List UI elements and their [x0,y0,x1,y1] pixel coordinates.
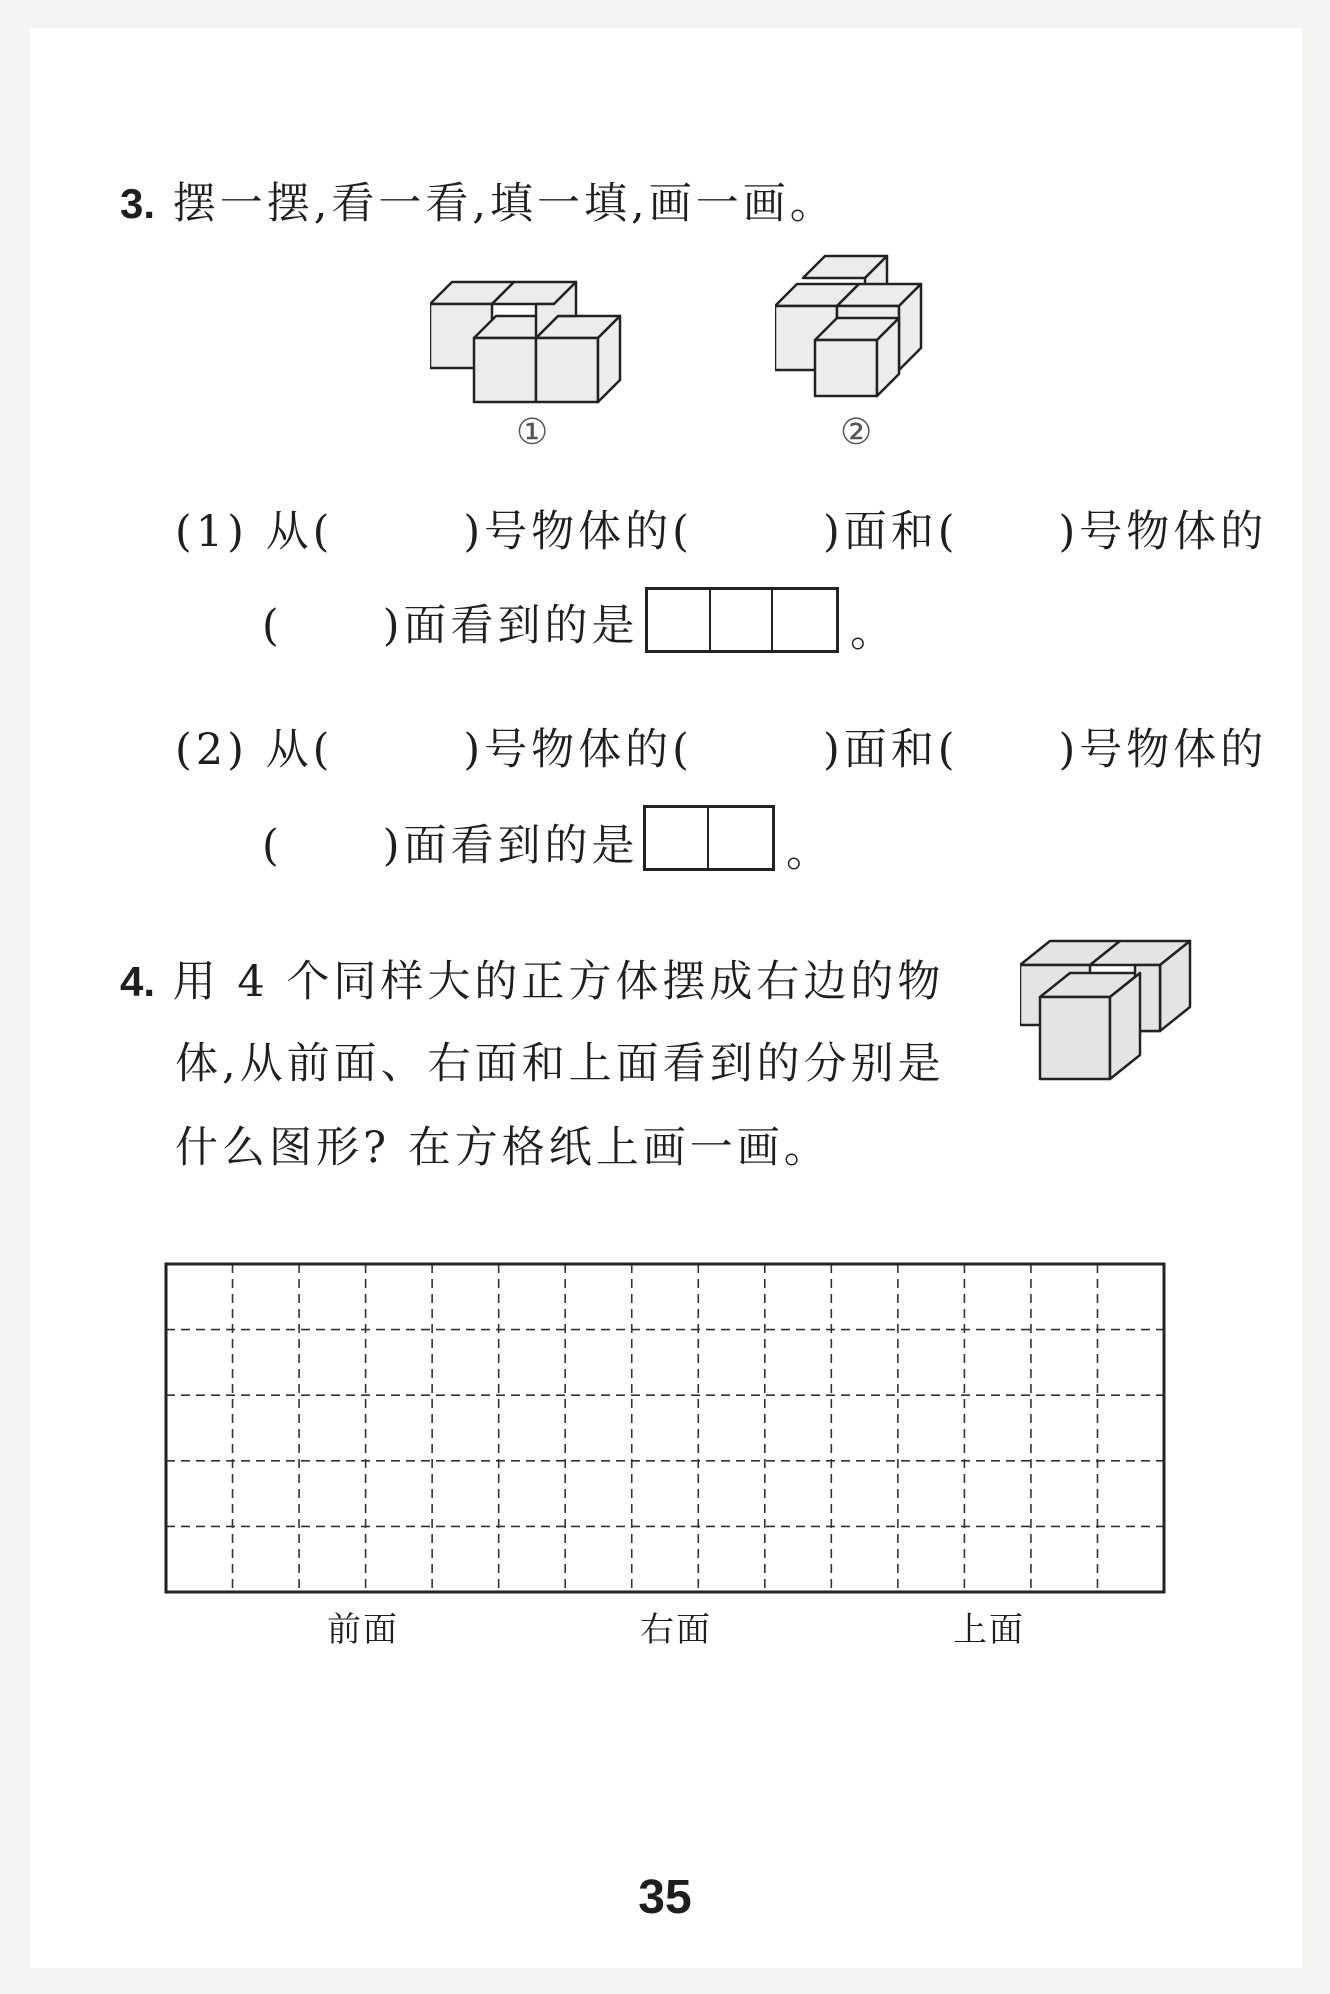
q4-number: 4. [120,958,156,1005]
grid-label-front: 前面 [327,1610,399,1650]
q3-number: 3. [120,180,156,227]
q3-part2-text-e: ( [262,821,283,871]
q3-part1-line2 [262,592,639,653]
q4-cube-figure [1020,935,1210,1095]
q3-part2-text-b: )号物体的( [463,725,693,775]
q3-part2-text-a: 从( [265,725,334,775]
figure-1-cubes [430,270,650,405]
q3-part2-text-f: )面看到的是 [382,821,639,871]
figure-2-label: ② [840,412,873,453]
q3-part2-text-d: )号物体的 [1058,725,1268,775]
q3-part2-text-c: )面和( [822,725,959,775]
grid-border [166,1264,1164,1592]
q4-line-3: 什么图形? 在方格纸上画一画。 [175,1123,831,1173]
q4-line-2: 体,从前面、右面和上面看到的分别是 [175,1039,945,1089]
drawing-grid[interactable] [164,1262,1166,1594]
figure-1-label: ① [516,412,549,453]
q3-part1-text-b: )号物体的( [463,507,693,557]
q3-part1-period: 。 [850,607,897,657]
q3-instruction: 摆一摆,看一看,填一填,画一画。 [172,179,837,229]
grid-label-top: 上面 [953,1610,1025,1650]
figure-2-cubes [775,250,945,400]
q3-part2-answer-shape [643,805,775,871]
q3-part1-text-c: )面和( [822,507,959,557]
q3-part1-text-a: 从( [265,507,334,557]
q3-part2-label: (2) [175,725,248,775]
grid-label-right: 右面 [640,1610,712,1650]
q3-part2-line2 [262,812,639,873]
q3-part1-text-f: )面看到的是 [382,601,639,651]
q3-part1-text-d: )号物体的 [1058,507,1268,557]
page-number: 35 [638,1871,692,1924]
q3-heading [120,170,837,231]
q3-part1-line1 [175,498,1267,559]
q4-line-1 [120,948,944,1009]
q3-part1-label: (1) [175,507,248,557]
q3-part1-answer-shape [645,587,839,653]
q4-text-1: 用 4 个同样大的正方体摆成右边的物 [172,957,945,1007]
q3-part2-period: 。 [786,827,833,877]
q3-part2-line1 [175,716,1267,777]
q3-part1-text-e: ( [262,601,283,651]
